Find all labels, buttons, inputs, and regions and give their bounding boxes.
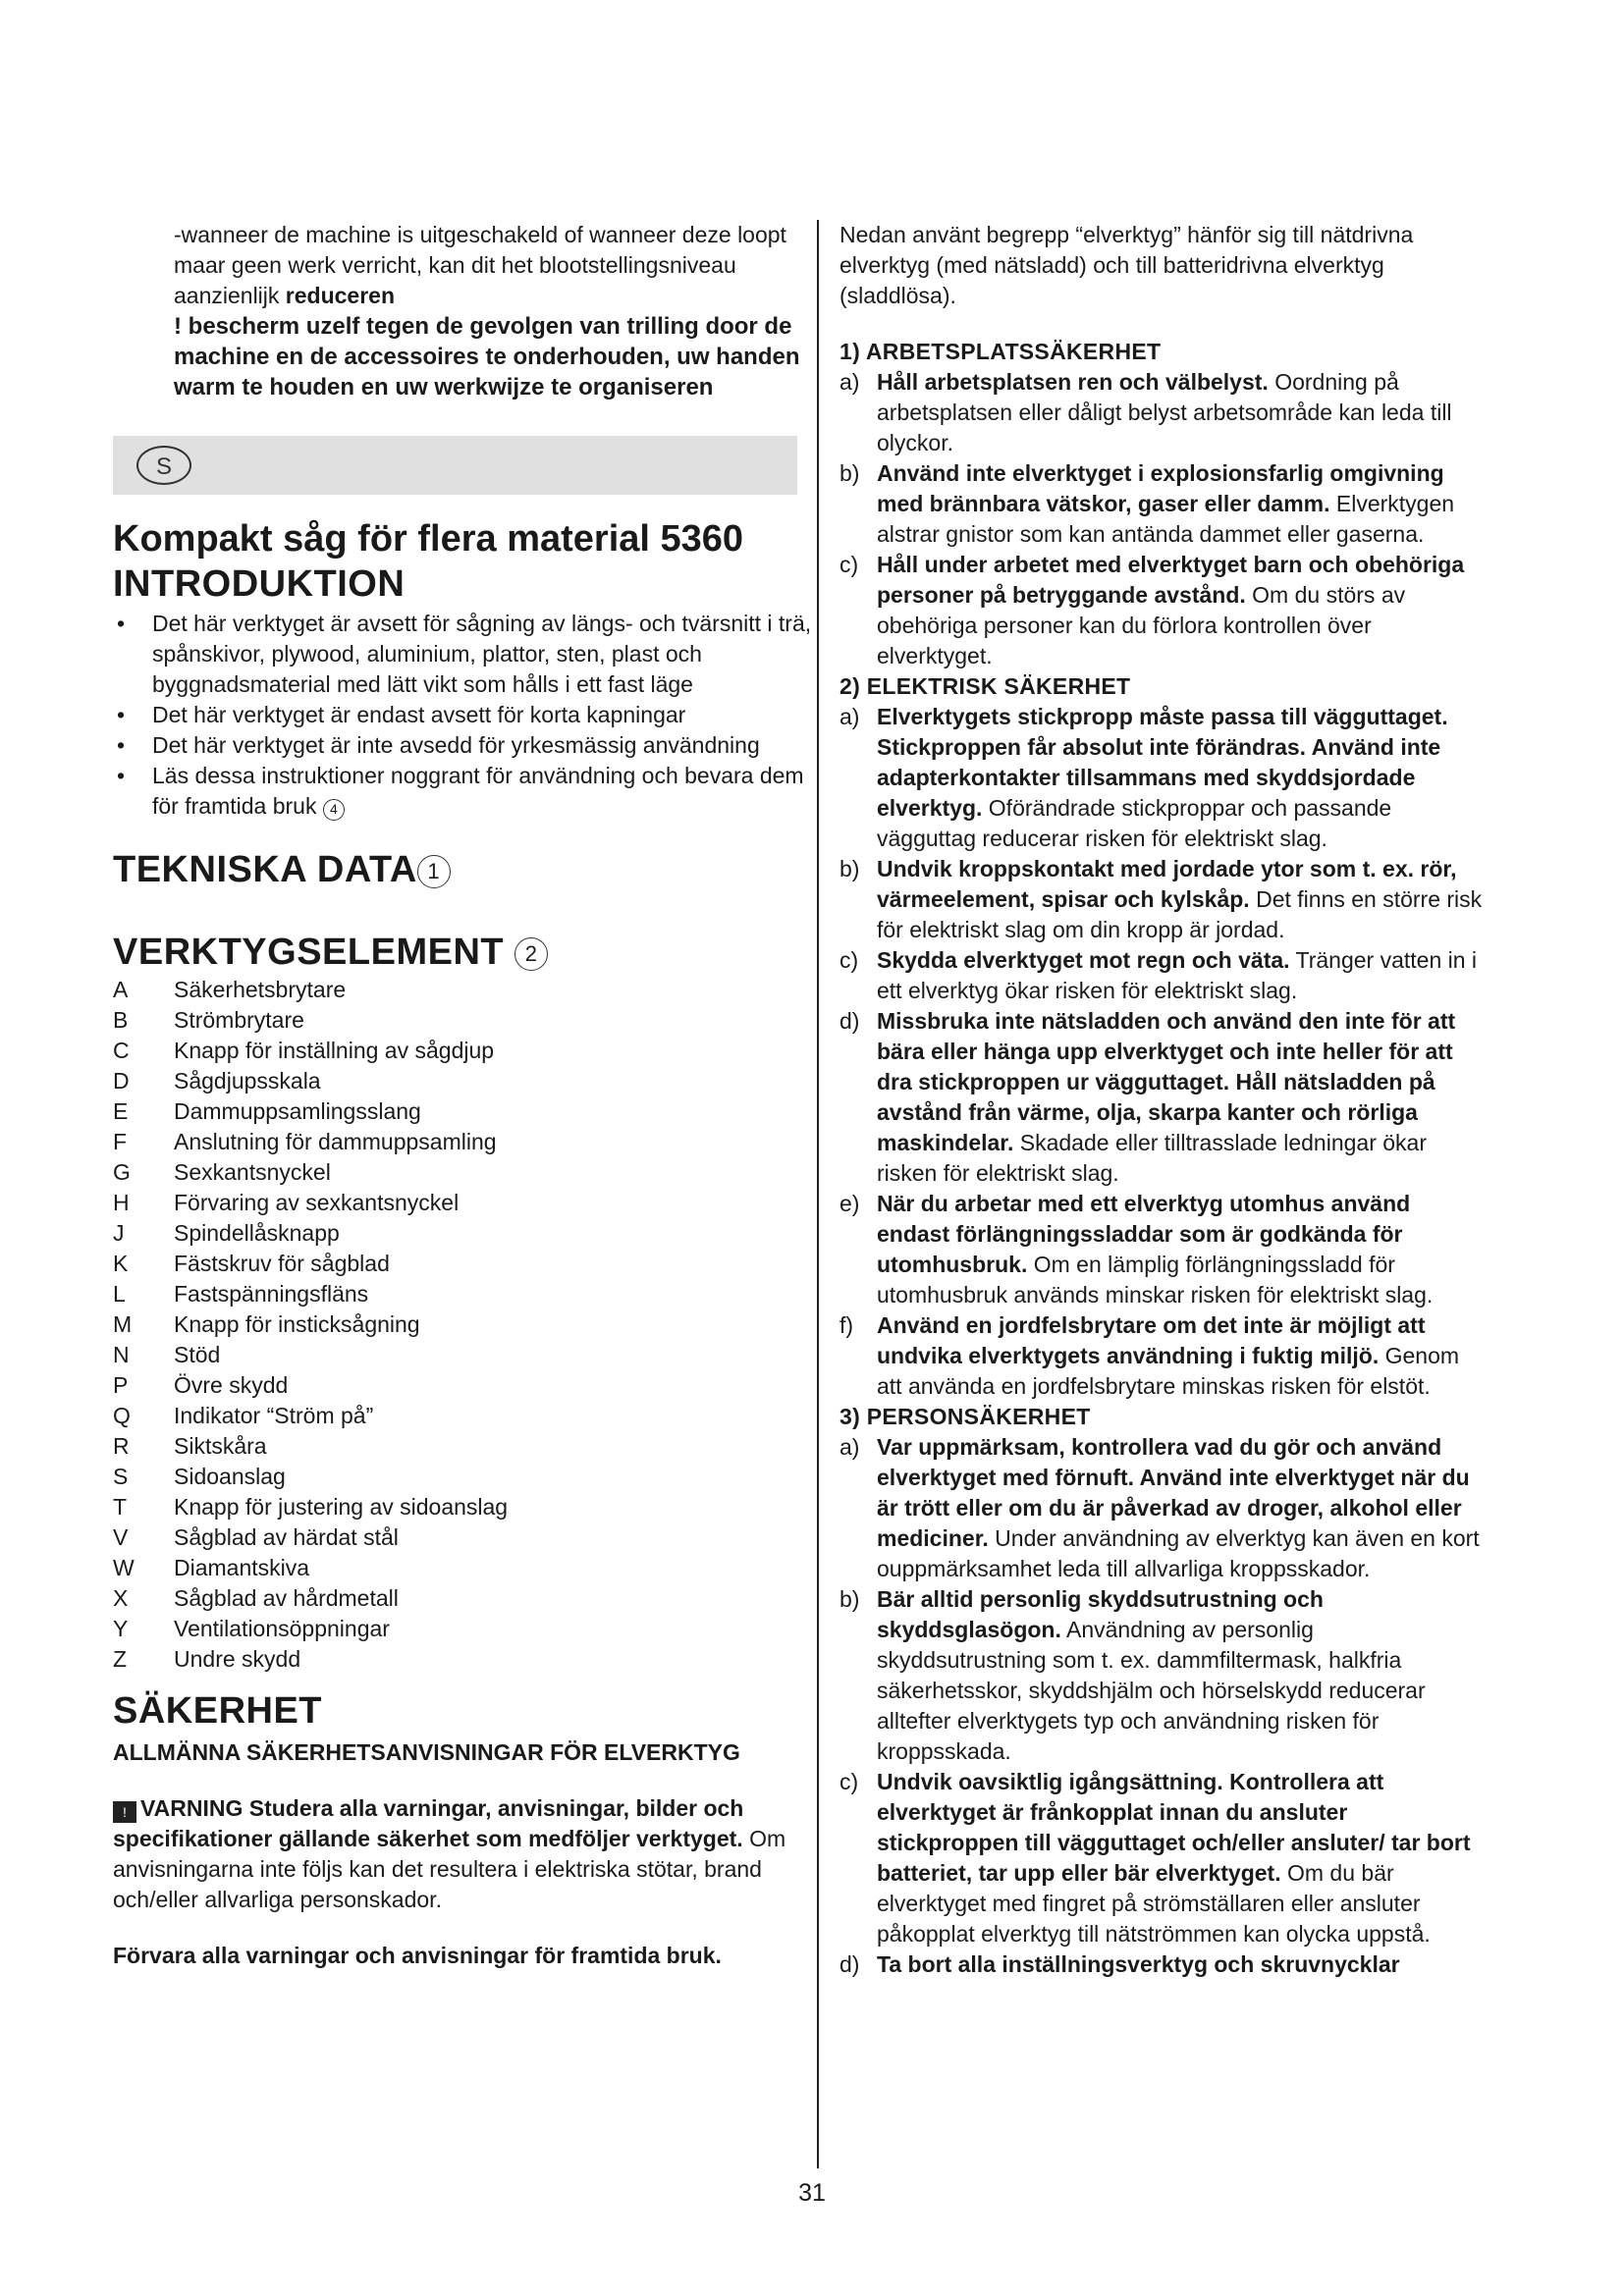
item-body: När du arbetar med ett elverktyg utomhus använd endast förlängningssladdar som är godkända för utomhusbruk. Om en lämplig förlängningssladd för utomhusbruk används minskar risken för elektriskt slag. (877, 1191, 1434, 1308)
component-letter: J (113, 1220, 125, 1246)
item-body: Håll under arbetet med elverktyget barn och obehöriga personer på betryggande avstånd. Om du störs av obehöriga personer kan du förlora kontrollen över elverktyget. (877, 552, 1465, 668)
item-letter: b) (839, 856, 860, 881)
safety-heading: SÄKERHET (113, 1690, 323, 1732)
column-divider (817, 220, 819, 2168)
item-letter: c) (839, 552, 859, 577)
component-row (113, 1614, 812, 1644)
item-letter: a) (839, 704, 860, 729)
component-letter: E (113, 1098, 129, 1124)
item-body: Var uppmärksam, kontrollera vad du gör och använd elverktyget med förnuft. Använd inte elverktyget när du är trött eller om du är påverkad av droger, alkohol eller mediciner. Under användning av elverktyg kan även en kort ouppmärksamhet leda till allvarliga kroppsskador. (877, 1434, 1480, 1581)
page-number: 31 (798, 2179, 826, 2207)
item-body: Bär alltid personlig skyddsutrustning och skyddsglasögon. Användning av personlig skyddsutrustning som t. ex. dammfiltermask, halkfria säkerhetsskor, skyddshjälm och hörselskydd reducerar alltefter elverktygets typ och användning risken för kroppsskada. (877, 1586, 1426, 1764)
elements-heading: VERKTYGSELEMENT 2 (113, 930, 812, 975)
list-item (839, 1767, 1488, 1949)
component-row (113, 1249, 812, 1279)
component-name: Knapp för justering av sidoanslag (174, 1494, 509, 1520)
component-name: Sidoanslag (174, 1464, 286, 1489)
list-item (839, 550, 1488, 671)
item-letter: b) (839, 1586, 860, 1612)
list-item (839, 1584, 1488, 1767)
list-item (839, 458, 1488, 550)
item-letter: e) (839, 1191, 860, 1216)
component-row (113, 1188, 812, 1218)
component-name: Ventilationsöppningar (174, 1616, 390, 1641)
component-name: Sågdjupsskala (174, 1068, 321, 1094)
list-item (839, 1310, 1488, 1402)
component-letter: Y (113, 1616, 129, 1641)
list-item (839, 1006, 1488, 1189)
warning-icon: ! (113, 1801, 136, 1823)
component-row (113, 1553, 812, 1583)
figure-ref-icon: 4 (323, 799, 345, 821)
component-row (113, 1127, 812, 1157)
component-list (113, 975, 812, 1675)
warning-paragraph: ! VARNING Studera alla varningar, anvisningar, bilder och specifikationer gällande säkerhet som medföljer verktyget. Om anvisningarna inte följs kan det resultera i elektriska stötar, brand och/eller allvarliga personskador. (113, 1795, 786, 1912)
component-name: Diamantskiva (174, 1555, 310, 1580)
list-item (839, 702, 1488, 854)
list-item (839, 367, 1488, 458)
component-name: Spindellåsknapp (174, 1220, 340, 1246)
component-letter: R (113, 1433, 130, 1459)
component-name: Säkerhetsbrytare (174, 977, 347, 1002)
component-name: Övre skydd (174, 1372, 289, 1398)
component-name: Fastspänningsfläns (174, 1281, 369, 1307)
component-letter: K (113, 1251, 129, 1276)
item-body: Använd inte elverktyget i explosionsfarlig omgivning med brännbara vätskor, gaser eller damm. Elverktygen alstrar gnistor som kan antända dammet eller gaserna. (877, 460, 1455, 547)
list-item: • Det här verktyget är inte avsedd för yrkesmässig användning (113, 730, 812, 761)
component-letter: F (113, 1129, 128, 1154)
item-body: Håll arbetsplatsen ren och välbelyst. Oordning på arbetsplatsen eller dåligt belyst arbetsområde kan leda till olyckor. (877, 369, 1452, 455)
item-letter: d) (839, 1951, 860, 1977)
keep-instructions: Förvara alla varningar och anvisningar för framtida bruk. (113, 1943, 722, 1968)
item-body: Ta bort alla inställningsverktyg och skruvnycklar (877, 1951, 1400, 1977)
component-letter: A (113, 977, 129, 1002)
product-title: Kompakt såg för flera material 5360 (113, 518, 744, 560)
language-badge: S (136, 446, 191, 485)
list-item: • Det här verktyget är endast avsett för korta kapningar (113, 700, 812, 730)
definition-paragraph: Nedan använt begrepp “elverktyg” hänför sig till nätdrivna elverktyg (med nätsladd) och till batteridrivna elverktyg (sladdlösa). (839, 222, 1414, 308)
component-row (113, 1066, 812, 1096)
safety-subheading: ALLMÄNNA SÄKERHETSANVISNINGAR FÖR ELVERKTYG (113, 1739, 740, 1765)
component-letter: P (113, 1372, 129, 1398)
component-letter: T (113, 1494, 128, 1520)
intro-heading: INTRODUKTION (113, 563, 406, 605)
component-row (113, 975, 812, 1005)
component-letter: H (113, 1190, 130, 1215)
component-row (113, 1522, 812, 1553)
component-name: Stöd (174, 1342, 221, 1367)
component-letter: G (113, 1159, 131, 1185)
section-heading: 1) ARBETSPLATSSÄKERHET (839, 339, 1162, 364)
item-letter: d) (839, 1008, 860, 1034)
safety-sections (839, 337, 1488, 1980)
component-name: Knapp för inställning av sågdjup (174, 1038, 495, 1063)
list-item (839, 1189, 1488, 1310)
item-body: Missbruka inte nätsladden och använd den inte för att bära eller hänga upp elverktyget och inte heller för att dra stickproppen ur vägguttaget. Håll nätsladden på avstånd från värme, olja, skarpa kanter och rörliga maskindelar. Skadade eller tilltrasslade ledningar ökar risken för elektriskt slag. (877, 1008, 1456, 1186)
component-row (113, 1340, 812, 1370)
section-heading: 3) PERSONSÄKERHET (839, 1404, 1091, 1429)
component-name: Fästskruv för sågblad (174, 1251, 390, 1276)
component-name: Förvaring av sexkantsnyckel (174, 1190, 460, 1215)
vibration-continuation (113, 220, 812, 402)
component-letter: C (113, 1038, 130, 1063)
component-row (113, 1036, 812, 1066)
component-letter: S (113, 1464, 129, 1489)
item-letter: c) (839, 947, 859, 973)
component-row (113, 1401, 812, 1431)
component-name: Anslutning för dammuppsamling (174, 1129, 497, 1154)
component-row (113, 1644, 812, 1675)
component-letter: W (113, 1555, 135, 1580)
component-name: Indikator “Ström på” (174, 1403, 374, 1428)
item-letter: c) (839, 1769, 859, 1794)
component-row (113, 1462, 812, 1492)
item-body: Undvik kroppskontakt med jordade ytor som t. ex. rör, värmeelement, spisar och kylskåp. Det finns en större risk för elektriskt slag om din kropp är jordad. (877, 856, 1483, 942)
component-row (113, 1431, 812, 1462)
figure-ref-icon: 2 (514, 937, 548, 971)
component-row (113, 1005, 812, 1036)
component-row (113, 1279, 812, 1309)
component-letter: D (113, 1068, 130, 1094)
intro-list (113, 609, 812, 822)
item-body: Elverktygets stickpropp måste passa till vägguttaget. Stickproppen får absolut inte förändras. Använd inte adapterkontakter tillsammans med skyddsjordade elverktyg. Oförändrade stickproppar och passande vägguttag reducerar risken för elektriskt slag. (877, 704, 1448, 851)
item-body: Undvik oavsiktlig igångsättning. Kontrollera att elverktyget är frånkopplat innan du ansluter stickproppen till vägguttaget och/eller ansluter/ tar bort batteriet, tar upp eller bär elverktyget. Om du bär elverktyget med fingret på strömställaren eller ansluter påkopplat elverktyg till nätströmmen kan olycka uppstå. (877, 1769, 1471, 1947)
component-name: Sågblad av härdat stål (174, 1524, 399, 1550)
vibration-warning: ! bescherm uzelf tegen de gevolgen van trilling door de machine en de accessoires te onderhouden, uw handen warm te houden en uw werkwijze te organiseren (174, 313, 800, 400)
list-item (839, 1432, 1488, 1584)
component-name: Strömbrytare (174, 1007, 304, 1033)
list-item: • Det här verktyget är avsett för sågning av längs- och tvärsnitt i trä, spånskivor, plywood, aluminium, plattor, sten, plast och byggnadsmaterial med lätt vikt som hålls i ett fast läge (113, 609, 812, 700)
component-row (113, 1583, 812, 1614)
component-name: Knapp för insticksågning (174, 1311, 420, 1337)
right-column (839, 220, 1488, 1980)
tech-data-heading: TEKNISKA DATA 1 (113, 847, 812, 892)
item-letter: f) (839, 1312, 854, 1338)
item-letter: a) (839, 369, 860, 395)
item-letter: a) (839, 1434, 860, 1460)
component-row (113, 1492, 812, 1522)
list-item: • Läs dessa instruktioner noggrant för användning och bevara dem för framtida bruk 4 (113, 761, 812, 822)
component-name: Siktskåra (174, 1433, 267, 1459)
list-item (839, 945, 1488, 1006)
vibration-text: -wanneer de machine is uitgeschakeld of wanneer deze loopt maar geen werk verricht, kan dit het blootstellingsniveau aanzienlijk reduceren (174, 222, 786, 308)
component-name: Dammuppsamlingsslang (174, 1098, 421, 1124)
item-body: Skydda elverktyget mot regn och väta. Tränger vatten in i ett elverktyg ökar risken för elektriskt slag. (877, 947, 1478, 1003)
component-letter: Z (113, 1646, 128, 1672)
component-letter: M (113, 1311, 133, 1337)
component-letter: V (113, 1524, 129, 1550)
component-row (113, 1157, 812, 1188)
item-body: Använd en jordfelsbrytare om det inte är möjligt att undvika elverktygets användning i fuktig miljö. Genom att använda en jordfelsbrytare minskas risken för elstöt. (877, 1312, 1460, 1399)
list-item (839, 1949, 1488, 1980)
component-name: Undre skydd (174, 1646, 301, 1672)
component-row (113, 1370, 812, 1401)
item-letter: b) (839, 460, 860, 486)
language-bar (113, 436, 797, 495)
component-letter: B (113, 1007, 129, 1033)
section-heading: 2) ELEKTRISK SÄKERHET (839, 673, 1131, 699)
component-name: Sågblad av hårdmetall (174, 1585, 399, 1611)
left-column (113, 220, 812, 1971)
figure-ref-icon: 1 (417, 855, 451, 888)
component-letter: Q (113, 1403, 131, 1428)
component-letter: X (113, 1585, 129, 1611)
component-row (113, 1309, 812, 1340)
component-name: Sexkantsnyckel (174, 1159, 331, 1185)
component-row (113, 1096, 812, 1127)
component-letter: L (113, 1281, 126, 1307)
list-item (839, 854, 1488, 945)
component-row (113, 1218, 812, 1249)
component-letter: N (113, 1342, 130, 1367)
